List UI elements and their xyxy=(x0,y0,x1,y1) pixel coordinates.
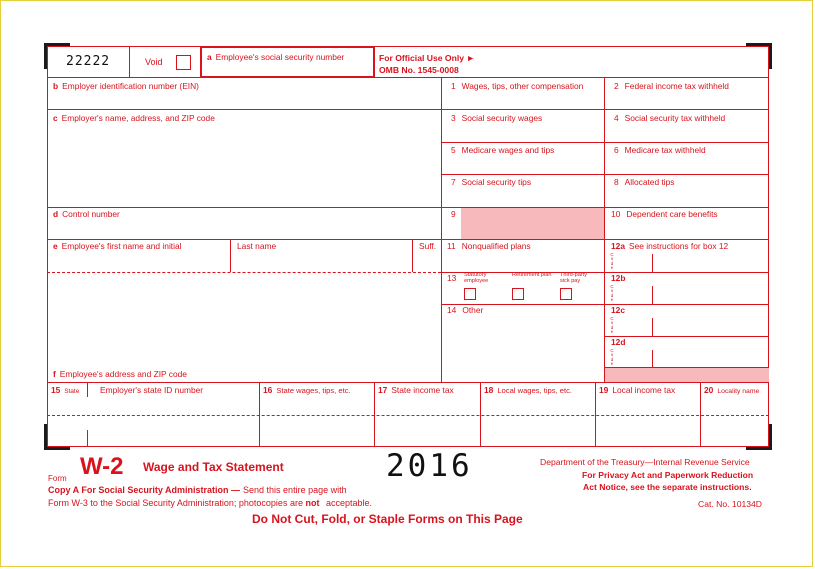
box12b-label: 12b xyxy=(611,273,626,283)
box2-label: 2 Federal income tax withheld xyxy=(614,81,729,91)
control-number-label: d Control number xyxy=(53,209,120,219)
box5-label: 5 Medicare wages and tips xyxy=(451,145,555,155)
ssn-label: a Employee's social security number xyxy=(207,52,345,62)
ein-field[interactable] xyxy=(48,78,441,109)
control-number-field[interactable] xyxy=(48,208,441,239)
box6-label: 6 Medicare tax withheld xyxy=(614,145,706,155)
copy-a-line1: Copy A For Social Security Administration — Send this entire page with xyxy=(48,485,347,495)
box14-label: 14 Other xyxy=(447,305,484,315)
privacy-line1: For Privacy Act and Paperwork Reduction xyxy=(582,470,754,480)
suffix-label: Suff. xyxy=(419,241,437,251)
box15-label: 15 State xyxy=(51,385,80,395)
box12d-label: 12d xyxy=(611,337,626,347)
privacy-line2: Act Notice, see the separate instructions. xyxy=(583,482,752,492)
retirement-label: Retirement plan xyxy=(512,272,552,278)
control-code: 22222 xyxy=(66,54,111,69)
box8-label: 8 Allocated tips xyxy=(614,177,675,187)
box9-shaded xyxy=(461,208,604,239)
box19-label: 19 Local income tax xyxy=(599,385,676,395)
box20-label: 20 Locality name xyxy=(704,385,760,395)
box14-field[interactable] xyxy=(442,315,604,381)
box15-id-label: Employer's state ID number xyxy=(100,385,204,395)
box12c-code-letters: C o d e xyxy=(610,316,614,335)
box7-label: 7 Social security tips xyxy=(451,177,532,187)
void-checkbox[interactable] xyxy=(176,55,191,70)
box12-shaded-strip xyxy=(605,368,769,382)
box12b-code-letters: C o d e xyxy=(610,284,614,303)
box1-label: 1 Wages, tips, other compensation xyxy=(451,81,584,91)
box16-label: 16 State wages, tips, etc. xyxy=(263,385,351,395)
address-label: f Employee's address and ZIP code xyxy=(53,369,187,379)
box17-label: 17 State income tax xyxy=(378,385,454,395)
employee-name-field[interactable] xyxy=(48,252,441,272)
divider xyxy=(87,382,88,397)
crop-mark-bottom-left xyxy=(44,424,70,450)
form-word: Form xyxy=(48,474,67,483)
box12c-label: 12c xyxy=(611,305,625,315)
crop-mark-top-right xyxy=(746,43,772,69)
ein-label: b Employer identification number (EIN) xyxy=(53,81,199,91)
tax-year: 2016 xyxy=(386,448,473,484)
cat-number: Cat. No. 10134D xyxy=(698,499,763,509)
divider xyxy=(480,382,481,447)
statutory-checkbox[interactable] xyxy=(464,288,476,300)
dashed-line xyxy=(47,415,769,416)
row-line xyxy=(604,367,769,368)
divider xyxy=(652,254,653,272)
sick-pay-checkbox[interactable] xyxy=(560,288,572,300)
form-code: W-2 xyxy=(80,453,124,480)
statutory-label: Statutory employee xyxy=(464,272,489,284)
row-line xyxy=(47,382,769,383)
box4-label: 4 Social security tax withheld xyxy=(614,113,726,123)
row-line xyxy=(441,142,769,143)
ssn-field[interactable] xyxy=(200,46,375,78)
employee-first-label: e Employee's first name and initial xyxy=(53,241,182,251)
crop-mark-bottom-right xyxy=(746,424,772,450)
sick-pay-label: Third-party sick pay xyxy=(560,272,588,284)
box12d-code-letters: C o d e xyxy=(610,348,614,367)
official-use: For Official Use Only ► xyxy=(379,53,475,63)
row-line xyxy=(441,109,769,110)
divider xyxy=(652,286,653,304)
no-staple-warning: Do Not Cut, Fold, or Staple Forms on This Page xyxy=(252,512,523,526)
box12a-code-letters: C o d e xyxy=(610,252,614,271)
copy-a-line2: Form W-3 to the Social Security Administration; photocopies are not acceptable. xyxy=(48,498,373,508)
employee-address-field[interactable] xyxy=(48,273,441,368)
box9-label: 9 xyxy=(451,209,456,219)
row-line xyxy=(604,336,769,337)
divider xyxy=(259,382,260,447)
employer-field[interactable] xyxy=(48,110,441,206)
box3-label: 3 Social security wages xyxy=(451,113,543,123)
retirement-checkbox[interactable] xyxy=(512,288,524,300)
row-line xyxy=(441,304,769,305)
box18-label: 18 Local wages, tips, etc. xyxy=(484,385,573,395)
dept-treasury: Department of the Treasury—Internal Revenue Service xyxy=(540,457,750,467)
divider xyxy=(700,382,701,447)
divider xyxy=(652,318,653,336)
box13-label: 13 xyxy=(447,273,457,283)
void-label: Void xyxy=(145,57,163,67)
divider xyxy=(652,350,653,368)
box10-label: 10 Dependent care benefits xyxy=(611,209,718,219)
box12a-label: 12a See instructions for box 12 xyxy=(611,241,729,251)
divider xyxy=(87,430,88,447)
last-name-label: Last name xyxy=(237,241,277,251)
box11-label: 11 Nonqualified plans xyxy=(447,241,531,251)
row-line xyxy=(441,174,769,175)
row-line xyxy=(47,239,769,240)
form-title: Wage and Tax Statement xyxy=(143,460,284,474)
omb-number: OMB No. 1545-0008 xyxy=(379,65,459,75)
employer-label: c Employer's name, address, and ZIP code xyxy=(53,113,215,123)
divider xyxy=(595,382,596,447)
divider xyxy=(374,382,375,447)
row-line xyxy=(604,272,769,273)
